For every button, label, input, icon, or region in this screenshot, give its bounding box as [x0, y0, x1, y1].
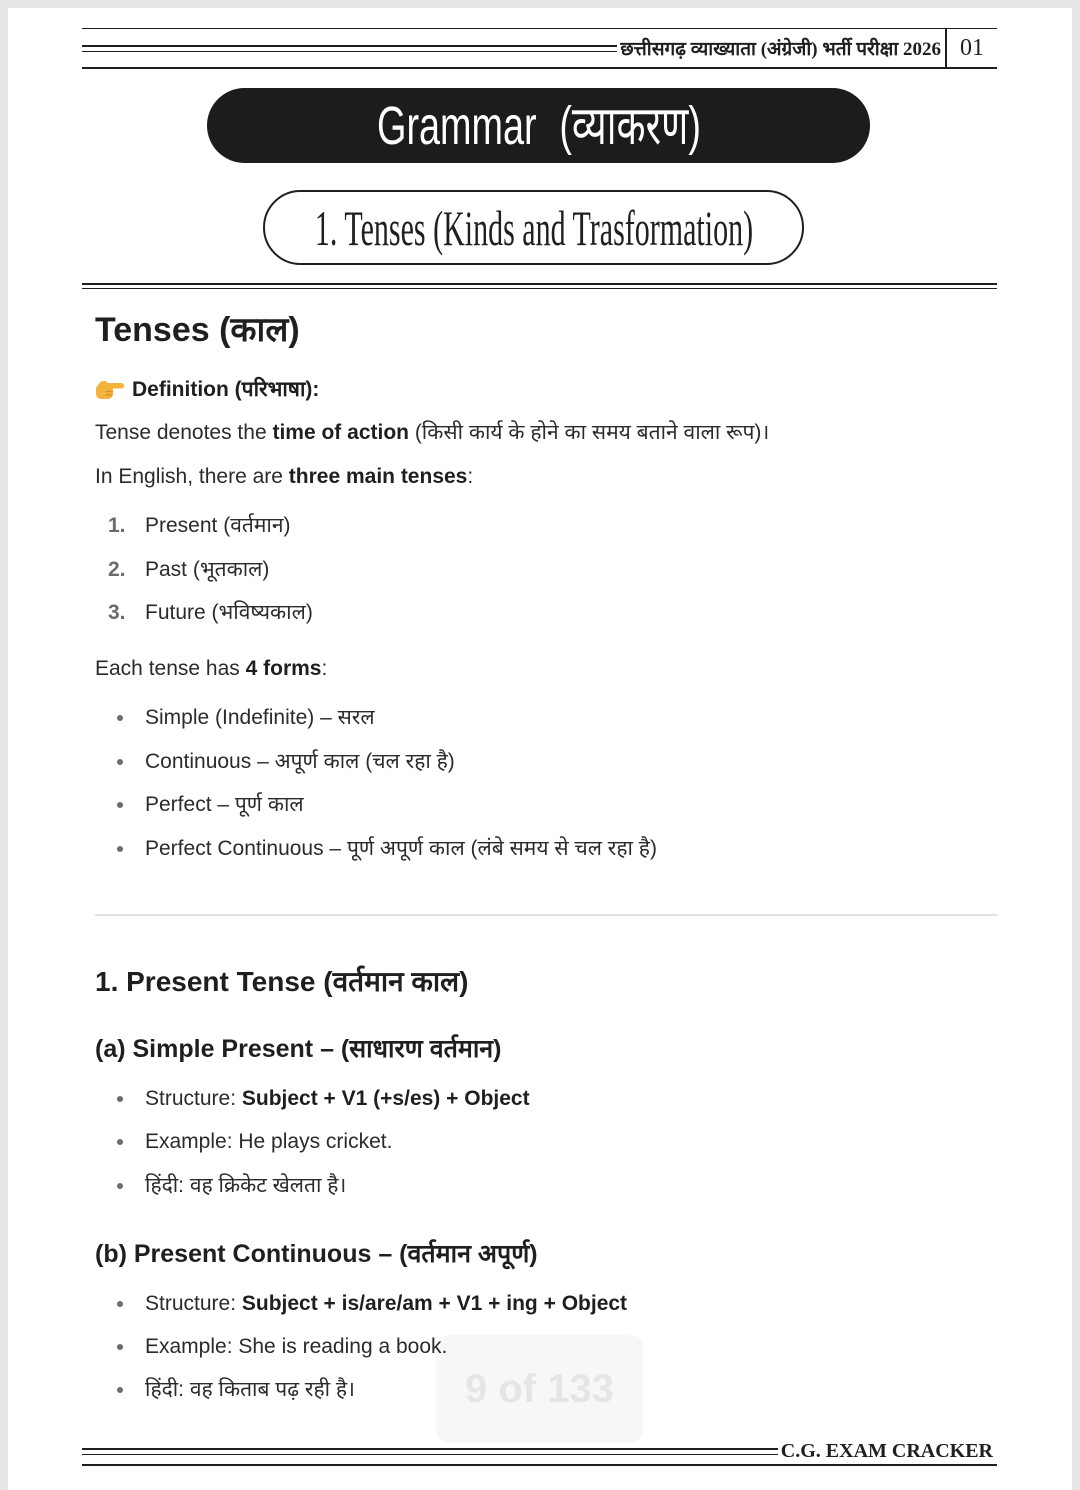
- list-item: [95, 548, 997, 592]
- subject-title: Grammar: [376, 95, 537, 156]
- list-item: [95, 504, 997, 548]
- subheading-present-continuous: (b) Present Continuous – (वर्तमान अपूर्ण): [95, 1240, 538, 1268]
- bullet-item: [95, 1282, 997, 1326]
- bullet-dot: [117, 715, 123, 721]
- bullet-item: [95, 1164, 997, 1208]
- tenses-intro: [95, 455, 997, 499]
- section-divider-rule: [82, 283, 997, 289]
- bullet-dot: [117, 1183, 123, 1189]
- page-number: 01: [945, 29, 997, 67]
- list-item-text: Present (वर्तमान): [145, 514, 291, 537]
- subheading-simple-present: (a) Simple Present – (साधारण वर्तमान): [95, 1035, 502, 1063]
- forms-intro-bold: 4 forms: [245, 657, 322, 680]
- example-line: Example: He plays cricket.: [145, 1130, 393, 1153]
- section-heading-tenses: Tenses (काल): [95, 311, 300, 349]
- bullet-item: [95, 783, 997, 827]
- structure-label: Structure:: [145, 1292, 242, 1315]
- list-item-text: Past (भूतकाल): [145, 558, 270, 581]
- bullet-dot: [117, 1301, 123, 1307]
- bullet-dot: [117, 846, 123, 852]
- subject-banner-text: [376, 95, 701, 156]
- list-number: 2.: [108, 558, 126, 581]
- tenses-intro-end: :: [467, 465, 474, 488]
- bullet-dot: [117, 1344, 123, 1350]
- structure-line: [145, 1282, 627, 1326]
- bullet-dot: [117, 802, 123, 808]
- bullet-item: [95, 696, 997, 740]
- pointing-hand-icon: [95, 376, 125, 400]
- structure-label: Structure:: [145, 1087, 242, 1110]
- list-item-text: Future (भविष्यकाल): [145, 601, 313, 624]
- chapter-title: 1. Tenses (Kinds and Trasformation): [314, 199, 753, 256]
- bullet-item-text: Perfect – पूर्ण काल: [145, 793, 304, 816]
- forms-intro: [95, 647, 997, 691]
- chapter-title-box: [263, 190, 804, 265]
- hindi-translation-line: हिंदी: वह किताब पढ़ रही है।: [145, 1378, 356, 1401]
- structure-formula: Subject + is/are/am + V1 + ing + Object: [241, 1292, 628, 1315]
- subject-banner: [207, 88, 870, 163]
- definition-text-start: Tense denotes the: [95, 421, 273, 444]
- bullet-item: [95, 1077, 997, 1121]
- tenses-intro-start: In English, there are: [95, 465, 289, 488]
- definition-text-bold: time of action: [272, 421, 409, 444]
- subject-title-hindi: (व्याकरण): [558, 95, 701, 156]
- page-indicator: 9 of 133: [436, 1335, 643, 1443]
- header-double-rule: [82, 45, 617, 52]
- bullet-item: [95, 1120, 997, 1164]
- exam-title: छत्तीसगढ़ व्याख्याता (अंग्रेजी) भर्ती परीक्षा 2026: [620, 39, 941, 60]
- bullet-item-text: Simple (Indefinite) – सरल: [145, 706, 375, 729]
- hindi-translation-line: हिंदी: वह क्रिकेट खेलता है।: [145, 1174, 347, 1197]
- tenses-intro-bold: three main tenses: [288, 465, 468, 488]
- bullet-dot: [117, 1096, 123, 1102]
- list-number: 1.: [108, 514, 126, 537]
- footer-brand: C.G. EXAM CRACKER: [780, 1439, 993, 1462]
- definition-row: [95, 368, 997, 412]
- list-item: [95, 591, 997, 635]
- section-heading-present-tense: 1. Present Tense (वर्तमान काल): [95, 966, 469, 997]
- bullet-dot: [117, 1139, 123, 1145]
- definition-text-end: (किसी कार्य के होने का समय बताने वाला रूप)।: [408, 421, 770, 444]
- list-number: 3.: [108, 601, 126, 624]
- forms-intro-start: Each tense has: [95, 657, 246, 680]
- bullet-dot: [117, 759, 123, 765]
- bullet-item-text: Continuous – अपूर्ण काल (चल रहा है): [145, 750, 455, 773]
- bullet-item-text: Perfect Continuous – पूर्ण अपूर्ण काल (लंबे समय से चल रहा है): [145, 837, 657, 860]
- forms-intro-end: :: [321, 657, 328, 680]
- definition-label: Definition (परिभाषा):: [132, 378, 320, 401]
- structure-formula: Subject + V1 (+s/es) + Object: [241, 1087, 530, 1110]
- horizontal-divider: [95, 914, 997, 916]
- footer-double-rule: [82, 1448, 778, 1455]
- structure-line: [145, 1077, 530, 1121]
- bullet-item: [95, 740, 997, 784]
- page-header: [82, 28, 997, 69]
- example-line: Example: She is reading a book.: [145, 1335, 448, 1358]
- definition-text: [95, 411, 997, 455]
- pointing-hand-icon-graphic: [95, 376, 125, 400]
- bullet-dot: [117, 1387, 123, 1393]
- bullet-item: [95, 827, 997, 871]
